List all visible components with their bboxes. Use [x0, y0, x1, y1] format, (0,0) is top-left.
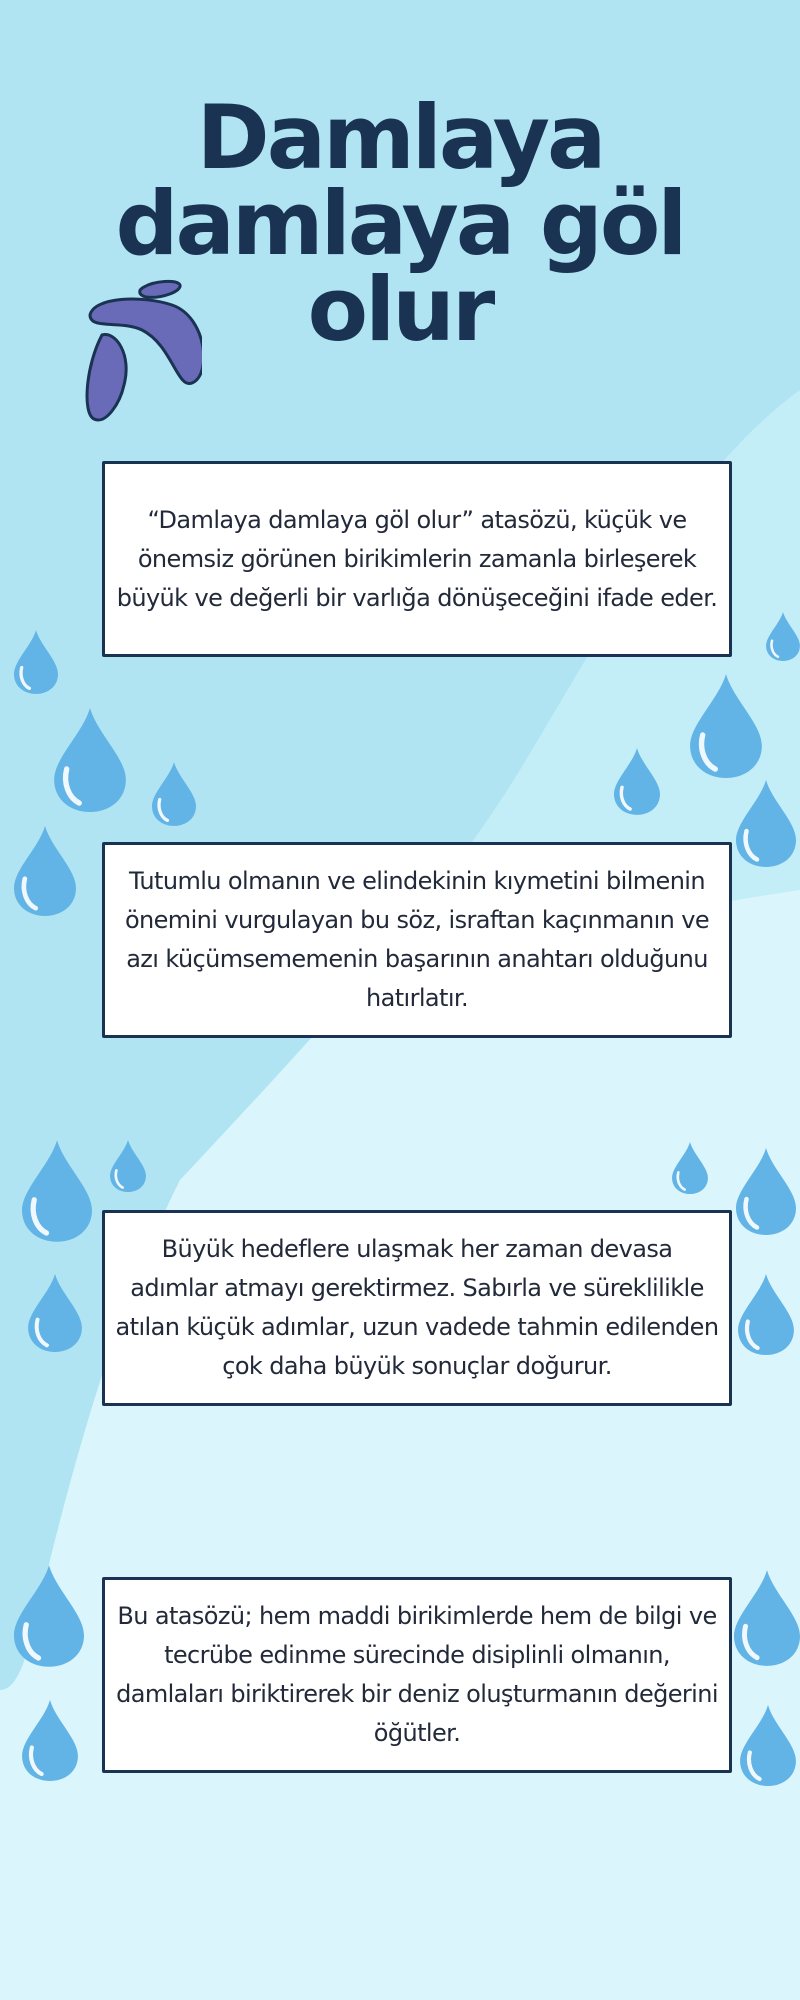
water-drop-icon [54, 708, 126, 812]
info-card-3 [102, 1210, 732, 1406]
water-drop-icon [14, 1565, 84, 1667]
water-drop-icon [614, 748, 660, 815]
water-drop-icon [110, 1140, 146, 1192]
info-card-2 [102, 842, 732, 1038]
info-card-text: Büyük hedeflere ulaşmak her zaman devasa adımlar atmayı gerektirmez. Sabırla ve süreklilikle atılan küçük adımlar, uzun vadede tahmin edilenden çok daha büyük sonuçlar doğurur. [115, 1235, 719, 1380]
water-drop-icon [766, 612, 800, 661]
water-drop-icon [14, 630, 58, 694]
water-drop-icon [690, 674, 762, 778]
water-splash-icon [82, 275, 202, 425]
water-drop-icon [22, 1700, 78, 1781]
water-drop-icon [28, 1274, 82, 1352]
water-drop-icon [736, 780, 796, 867]
info-card-text: Tutumlu olmanın ve elindekinin kıymetini bilmenin önemini vurgulayan bu söz, israftan kaçınmanın ve azı küçümsememenin başarının anahtarı olduğunu hatırlatır. [124, 867, 710, 1012]
water-drop-icon [738, 1274, 794, 1355]
page-title: Damlaya damlaya göl olur [115, 86, 685, 361]
info-card-text: Bu atasözü; hem maddi birikimlerde hem de bilgi ve tecrübe edinme sürecinde disiplinli olmanın, damlaları biriktirerek bir deniz oluşturmanın değerini öğütler. [116, 1602, 718, 1747]
water-drop-icon [740, 1705, 796, 1786]
info-card-text: “Damlaya damlaya göl olur” atasözü, küçük ve önemsiz görünen birikimlerin zamanla birleşerek büyük ve değerli bir varlığa dönüşeceğini ifade eder. [116, 505, 718, 612]
info-card-4 [102, 1577, 732, 1773]
water-drop-icon [152, 762, 196, 826]
water-drop-icon [14, 826, 76, 916]
info-card-1 [102, 461, 732, 657]
water-drop-icon [734, 1570, 800, 1666]
water-drop-icon [736, 1148, 796, 1235]
water-drop-icon [672, 1142, 708, 1194]
water-drop-icon [22, 1140, 92, 1242]
